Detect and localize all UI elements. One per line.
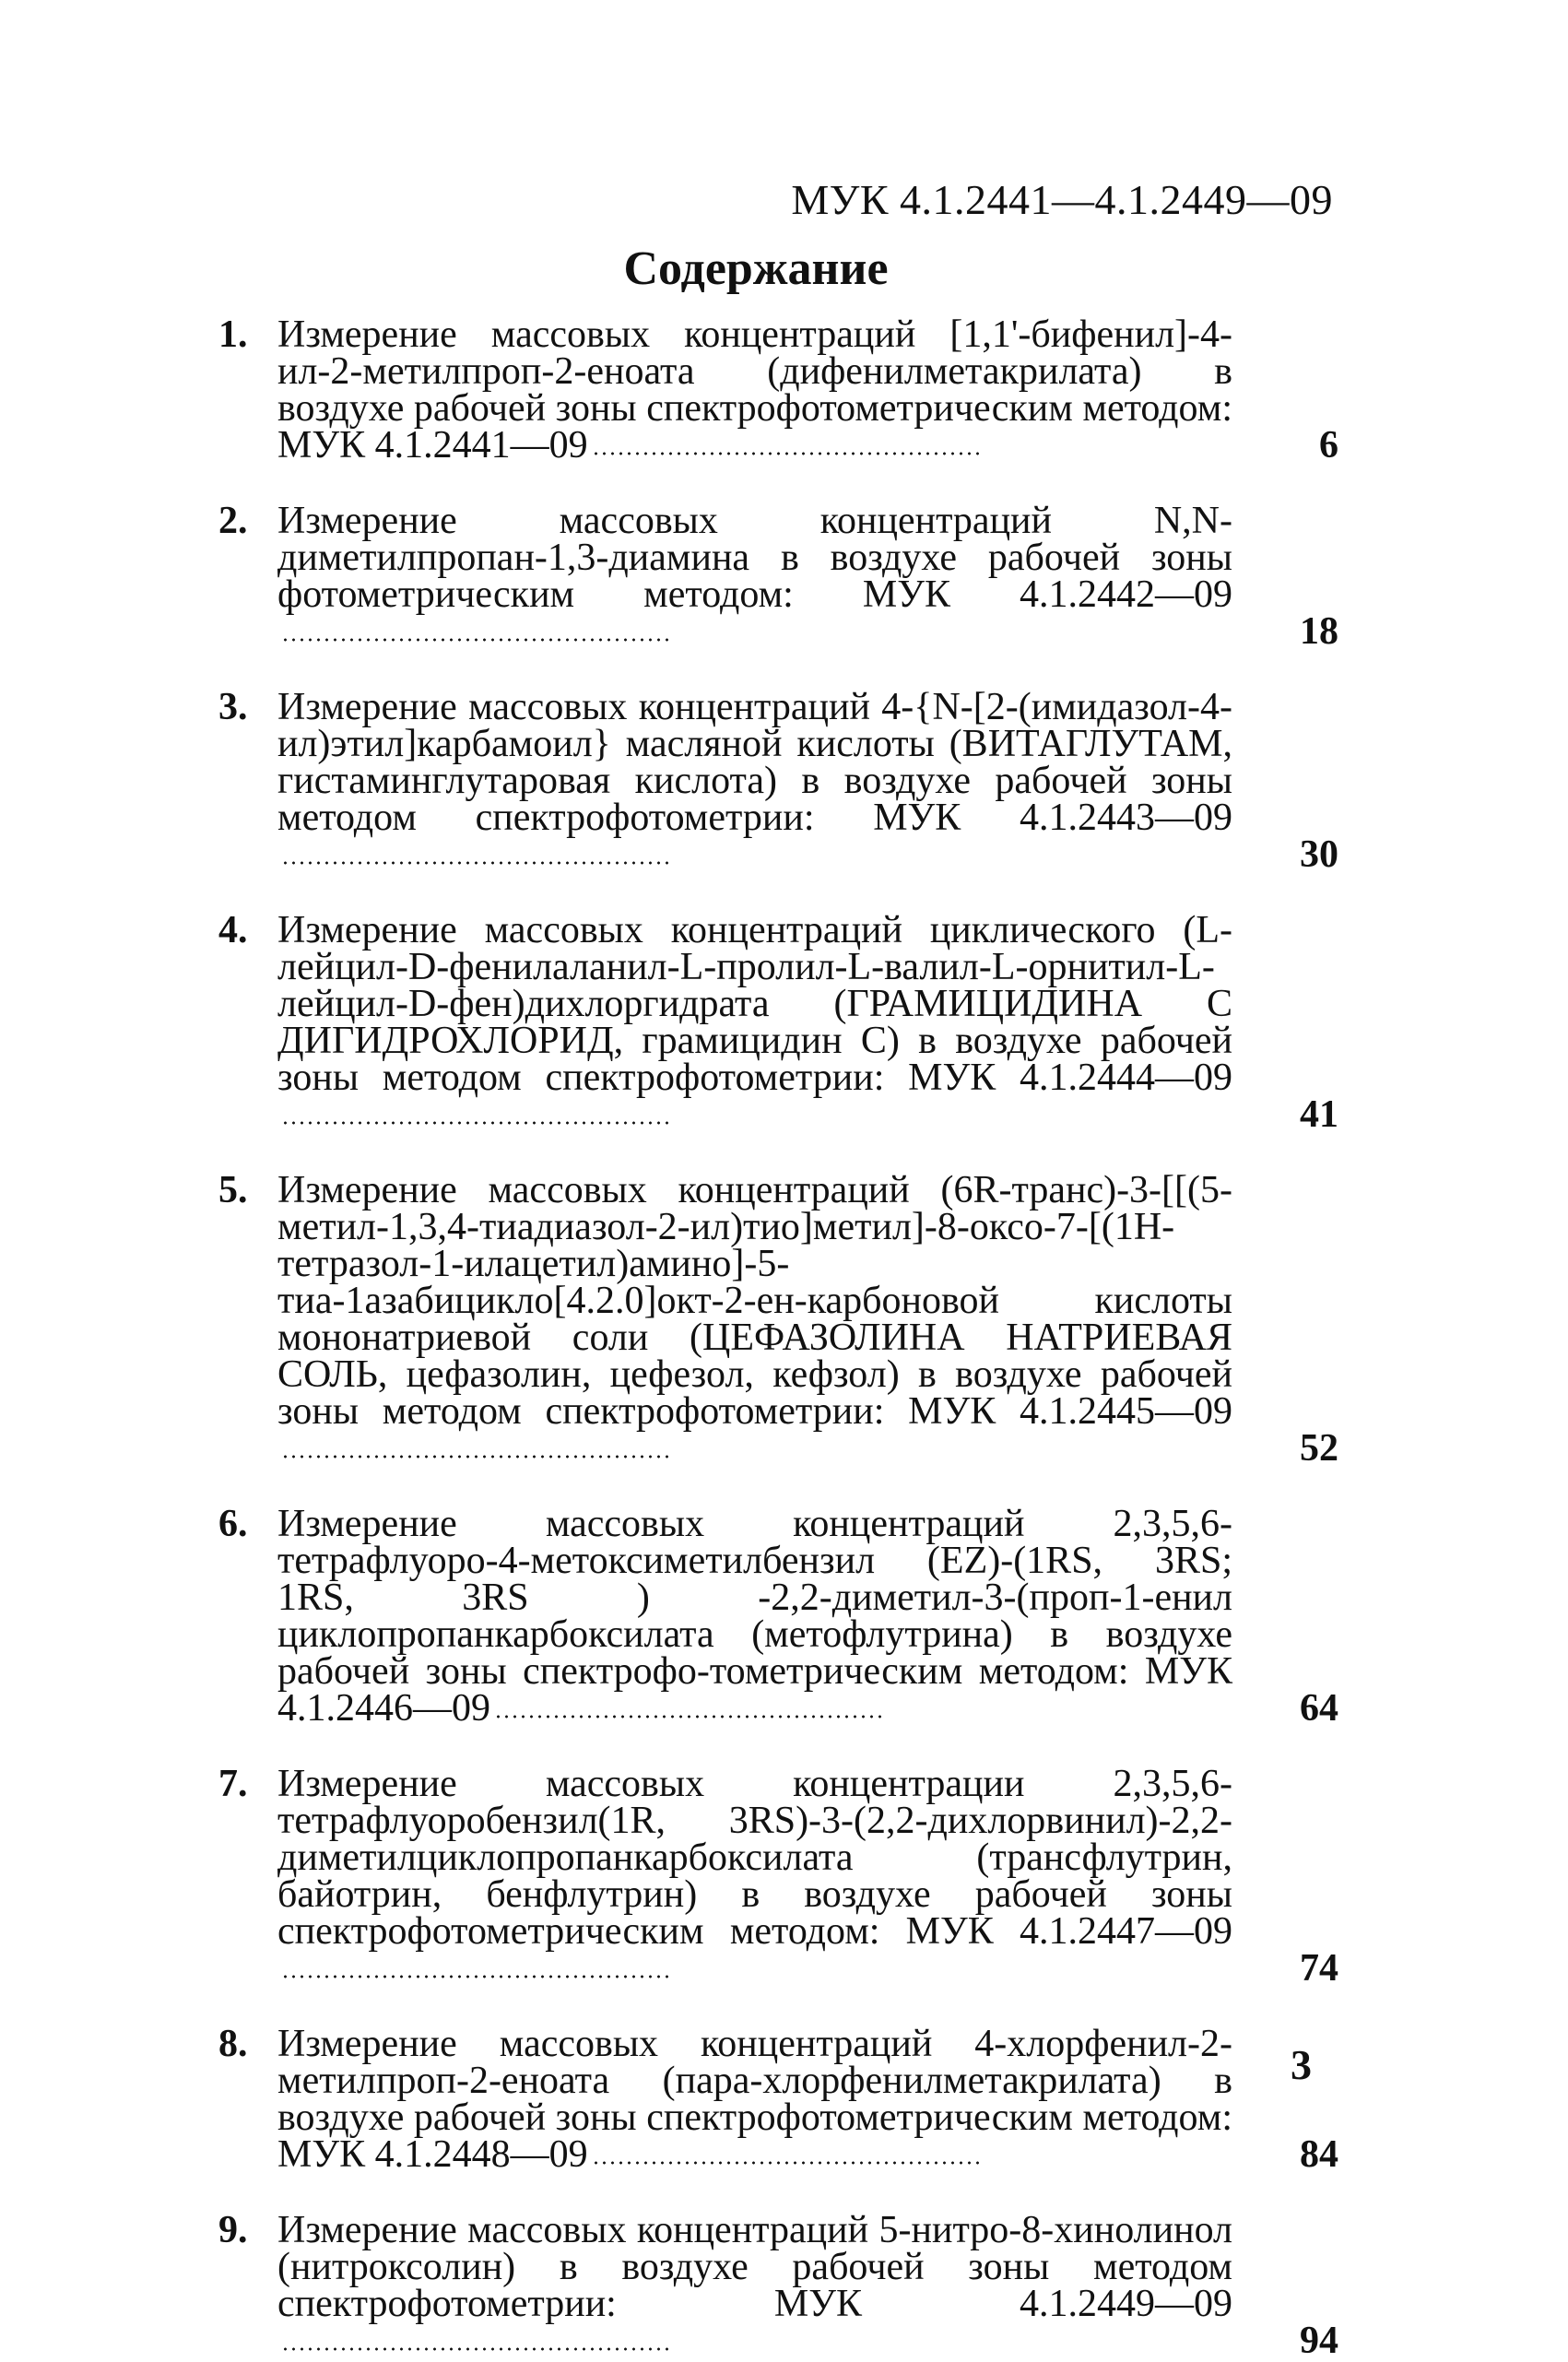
dot-leader <box>494 1713 881 1720</box>
dot-leader <box>281 1973 668 1980</box>
toc-entry-number: 6. <box>218 1503 248 1545</box>
dot-leader <box>592 450 979 457</box>
toc-entry-page: 30 <box>1300 833 1338 876</box>
toc-entry-title: Измерение массовых концентраций (6R-транс)-3-[[(5-метил-1,3,4-тиадиазол-2-ил)тио]метил]-8-оксо-7-[(1Н-тетразол-1-илацетил)амино]-5-тиа-1азабицикло[4.2.0]окт-2-ен-карбоновой кислоты мононатриевой соли (ЦЕФАЗОЛИНА НАТРИЕВАЯ СОЛЬ, цефазолин, цефезол, кефзол) в воздухе рабочей зоны методом спектрофотометрии: МУК 4.1.2445—09 <box>277 1169 1232 1433</box>
toc-entry-title: Измерение массовых концентраций [1,1'-бифенил]-4-ил-2-метилпроп-2-еноата (дифенилметакрилата) в воздухе рабочей зоны спектрофотометрическим методом: МУК 4.1.2441—09 <box>277 313 1232 466</box>
toc-entry-page: 84 <box>1300 2133 1338 2176</box>
toc-entry-6[interactable] <box>218 1503 1338 1730</box>
toc-entry-title: Измерение массовых концентраций 2,3,5,6-тетрафлуоро-4-метоксиметилбензил (EZ)-(1RS, 3RS; 1RS, 3RS ) -2,2-диметил-3-(проп-1-енил циклопропанкарбоксилата (метофлутрина) в воздухе рабочей зоны спектрофо-тометрическим методом: МУК 4.1.2446—09 <box>277 1503 1232 1730</box>
dot-leader <box>281 636 668 644</box>
dot-leader <box>281 1119 668 1127</box>
toc-entry-8[interactable] <box>218 2023 1338 2176</box>
toc-entry-3[interactable] <box>218 686 1338 876</box>
toc-entry-title: Измерение массовых концентраций 5-нитро-8-хинолинол (нитроксолин) в воздухе рабочей зоны методом спектрофотометрии: МУК 4.1.2449—09 <box>277 2209 1232 2325</box>
toc-entry-page: 6 <box>1319 424 1338 466</box>
dot-leader <box>592 2159 979 2167</box>
toc-entry-page: 94 <box>1300 2320 1338 2362</box>
toc-entry-2[interactable] <box>218 500 1338 653</box>
toc-entry-number: 9. <box>218 2209 248 2251</box>
toc-entry-1[interactable] <box>218 313 1338 466</box>
toc-entry-page: 74 <box>1300 1947 1338 1990</box>
page-title: Содержание <box>623 242 889 295</box>
toc-entry-number: 2. <box>218 500 248 542</box>
dot-leader <box>281 1453 668 1460</box>
toc-entry-4[interactable] <box>218 909 1338 1136</box>
toc-entry-title: Измерение массовых концентраций 4-{N-[2-(имидазол-4-ил)этил]карбамоил} масляной кислоты (ВИТАГЛУТАМ, гистаминглутаровая кислота) в воздухе рабочей зоны методом спектрофотометрии: МУК 4.1.2443—09 <box>277 686 1232 839</box>
toc-entry-7[interactable] <box>218 1763 1338 1990</box>
toc-entry-number: 7. <box>218 1763 248 1805</box>
toc-entry-title: Измерение массовых концентраций 4-хлорфенил-2-метилпроп-2-еноата (пара-хлорфенилметакрилата) в воздухе рабочей зоны спектрофотометрическим методом: МУК 4.1.2448—09 <box>277 2023 1232 2176</box>
toc-entry-number: 5. <box>218 1169 248 1211</box>
toc-entry-page: 64 <box>1300 1687 1338 1730</box>
table-of-contents <box>218 313 1338 2362</box>
toc-entry-page: 41 <box>1300 1093 1338 1136</box>
document-code-header: МУК 4.1.2441—4.1.2449—09 <box>791 176 1333 223</box>
toc-entry-number: 8. <box>218 2023 248 2065</box>
toc-entry-number: 3. <box>218 686 248 728</box>
toc-entry-5[interactable] <box>218 1169 1338 1470</box>
dot-leader <box>281 2345 668 2353</box>
toc-entry-page: 18 <box>1300 610 1338 653</box>
toc-entry-9[interactable] <box>218 2209 1338 2362</box>
toc-entry-title: Измерение массовых концентрации 2,3,5,6-тетрафлуоробензил(1R, 3RS)-3-(2,2-дихлорвинил)-2,2-диметилциклопропанкарбоксилата (трансфлутрин, байотрин, бенфлутрин) в воздухе рабочей зоны спектрофотометрическим методом: МУК 4.1.2447—09 <box>277 1763 1232 1953</box>
toc-entry-number: 1. <box>218 313 248 356</box>
toc-entry-page: 52 <box>1300 1427 1338 1470</box>
page-number: 3 <box>1291 2041 1312 2088</box>
toc-entry-title: Измерение массовых концентраций N,N-диметилпропан-1,3-диамина в воздухе рабочей зоны фотометрическим методом: МУК 4.1.2442—09 <box>277 500 1232 616</box>
toc-entry-title: Измерение массовых концентраций циклического (L-лейцил-D-фенилаланил-L-пролил-L-валил-L-орнитил-L-лейцил-D-фен)дихлоргидрата (ГРАМИЦИДИНА С ДИГИДРОХЛОРИД, грамицидин С) в воздухе рабочей зоны методом спектрофотометрии: МУК 4.1.2444—09 <box>277 909 1232 1099</box>
toc-entry-number: 4. <box>218 909 248 951</box>
dot-leader <box>281 859 668 867</box>
